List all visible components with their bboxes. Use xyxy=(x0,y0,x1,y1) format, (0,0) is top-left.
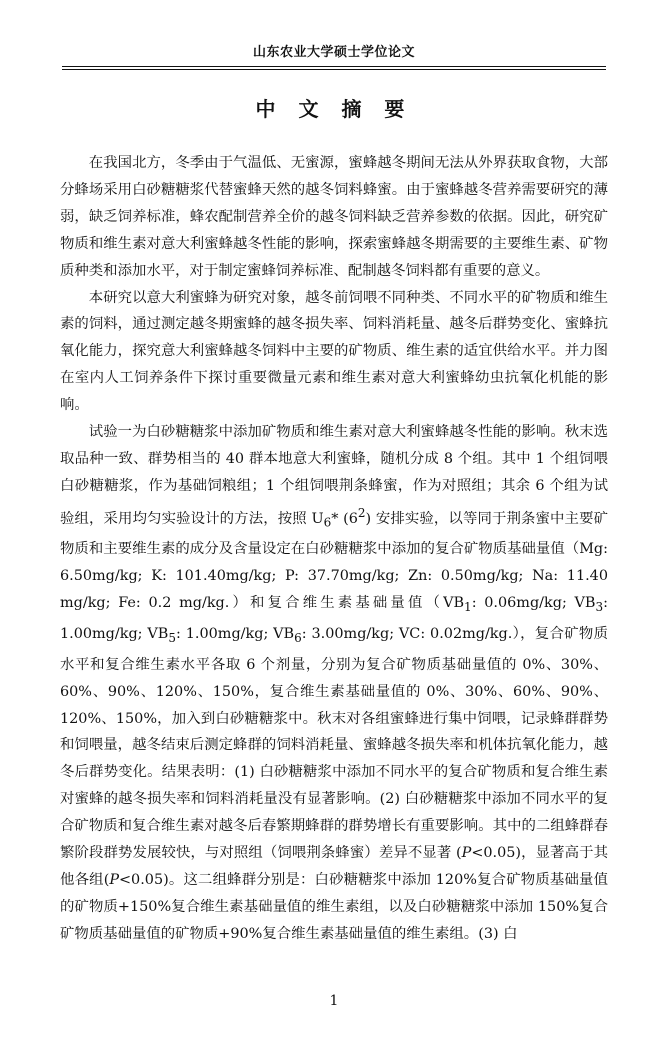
paragraph-3-text-9: <0.05)。这二组蜂群分别是：白砂糖糖浆中添加 120%复合矿物质基础量值的矿物质+150%复合维生素基础量值的维生素组，以及白砂糖糖浆中添加 150%复合矿物质基础量值的矿物质+90%复合维生素基础量值的维生素组。(3) 白 xyxy=(60,871,608,942)
paragraph-3-text-2: * (6 xyxy=(331,510,358,527)
vb3-subscript: 3 xyxy=(595,600,604,615)
paragraph-3-text-6: : 1.00mg/kg; VB xyxy=(176,625,295,642)
paragraph-3-text-3: ) 安排实验，以等同于荆条蜜中主要矿物质和主要维生素的成分及含量设定在白砂糖糖浆中添加的复合矿物质基础量值（Mg: 6.50mg/kg; K: 101.40mg/kg; P: 37.70mg/kg; Zn: 0.50mg/kg; Na: 11.40 mg/kg; Fe: 0.2 mg/kg.）和复合维生素基础量值（VB xyxy=(60,510,608,612)
design-subscript: 6 xyxy=(323,515,332,530)
paragraph-3-text-4: : 0.06mg/kg; VB xyxy=(471,595,596,612)
vb6-subscript: 6 xyxy=(294,630,302,645)
header-rule-lower xyxy=(62,69,606,70)
running-header: 山东农业大学硕士学位论文 xyxy=(252,45,415,60)
p-value-symbol-2: P xyxy=(109,871,119,888)
p-value-symbol-1: P xyxy=(461,845,472,862)
paragraph-3-text-7: : 3.00mg/kg; VC: 0.02mg/kg.），复合矿物质水平和复合维生素水平各取 6 个剂量，分别为复合矿物质基础量值的 0%、30%、60%、90%、120%、150%，复合维生素基础量值的 0%、30%、60%、90%、120%、150%，加入到白砂糖糖浆中。秋末对各组蜜蜂进行集中饲喂，记录蜂群群势和饲喂量，越冬结束后测定蜂群的饲料消耗量、蜜蜂越冬损失率和机体抗氧化能力，越冬后群势变化。结果表明：(1) 白砂糖糖浆中添加不同水平的复合矿物质和复合维生素对蜜蜂的越冬损失率和饲料消耗量没有显著影响。(2) 白砂糖糖浆中添加不同水平的复合矿物质和复合维生素对越冬后春繁期蜂群的群势增长有重要影响。其中的二组蜂群春繁阶段群势发展较快，与对照组（饲喂荆条蜂蜜）差异不显著 ( xyxy=(60,625,608,862)
paragraph-3-text-8: <0.05)，显著高于其他各组( xyxy=(60,845,608,888)
paragraph-3-text-1: 试验一为白砂糖糖浆中添加矿物质和维生素对意大利蜜蜂越冬性能的影响。秋末选取品种一致、群势相当的 40 群本地意大利蜜蜂，随机分成 8 个组。其中 1 个组饲喂白砂糖糖浆，作为基础饲粮组；1 个组饲喂荆条蜂蜜，作为对照组；其余 6 个组为试验组，采用均匀实验设计的方法，按照 U xyxy=(60,424,608,527)
design-superscript: 2 xyxy=(357,505,366,520)
paragraph-2: 本研究以意大利蜜蜂为研究对象，越冬前饲喂不同种类、不同水平的矿物质和维生素的饲料，通过测定越冬期蜜蜂的越冬损失率、饲料消耗量、越冬后群势变化、蜜蜂抗氧化能力，探究意大利蜜蜂越冬饲料中主要的矿物质、维生素的适宜供给水平。并力图在室内人工饲养条件下探讨重要微量元素和维生素对意大利蜜蜂幼虫抗氧化机能的影响。 xyxy=(60,289,608,414)
page-number: 1 xyxy=(329,993,339,1009)
paragraph-3 xyxy=(60,419,608,948)
abstract-body xyxy=(60,150,608,948)
paragraph-3-text-5: : 1.00mg/kg; VB xyxy=(60,595,608,642)
page-title: 中 文 摘 要 xyxy=(255,97,413,121)
vb1-subscript: 1 xyxy=(464,600,472,615)
paragraph-1: 在我国北方，冬季由于气温低、无蜜源，蜜蜂越冬期间无法从外界获取食物，大部分蜂场采用白砂糖糖浆代替蜜蜂天然的越冬饲料蜂蜜。由于蜜蜂越冬营养需要研究的薄弱，缺乏饲养标准，蜂农配制营养全价的越冬饲料缺乏营养参数的依据。因此，研究矿物质和维生素对意大利蜜蜂越冬性能的影响，探索蜜蜂越冬期需要的主要维生素、矿物质种类和添加水平，对于制定蜜蜂饲养标准、配制越冬饲料都有重要的意义。 xyxy=(60,155,608,279)
header-rule-upper xyxy=(62,66,606,67)
vb5-subscript: 5 xyxy=(168,630,177,645)
